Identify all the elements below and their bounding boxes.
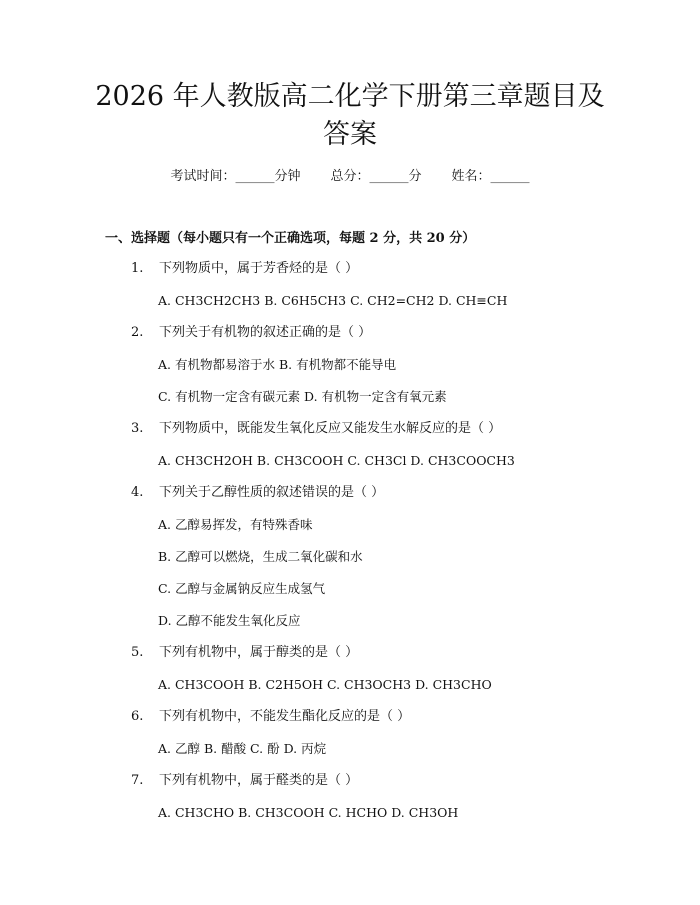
name-field: 姓名：______ xyxy=(451,169,530,184)
question-text: 下列物质中，属于芳香烃的是（ ） xyxy=(159,261,359,276)
question-number: 1. xyxy=(131,261,144,276)
question-4-option-c: C. 乙醇与金属钠反应生成氢气 xyxy=(158,581,326,596)
question-5 xyxy=(131,644,358,662)
question-1-options: A. CH3CH2CH3 B. C6H5CH3 C. CH2=CH2 D. CH≡CH xyxy=(158,293,508,308)
question-6-options: A. 乙醇 B. 醋酸 C. 酚 D. 丙烷 xyxy=(158,741,327,756)
question-number: 4. xyxy=(131,485,144,500)
question-2-options-cd: C. 有机物一定含有碳元素 D. 有机物一定含有氧元素 xyxy=(158,389,447,404)
question-1 xyxy=(131,260,358,278)
section-heading: 一、选择题（每小题只有一个正确选项，每题 2 分，共 20 分） xyxy=(105,231,476,246)
total-score-field: 总分：______分 xyxy=(330,169,422,184)
question-text: 下列关于有机物的叙述正确的是（ ） xyxy=(159,325,372,340)
question-3 xyxy=(131,420,501,438)
question-number: 2. xyxy=(131,325,144,340)
question-4-option-a: A. 乙醇易挥发，有特殊香味 xyxy=(158,517,313,532)
question-number: 6. xyxy=(131,709,144,724)
question-number: 7. xyxy=(131,773,144,788)
question-2-options-ab: A. 有机物都易溶于水 B. 有机物都不能导电 xyxy=(158,357,397,372)
question-2 xyxy=(131,324,371,342)
question-text: 下列有机物中，属于醛类的是（ ） xyxy=(159,773,359,788)
question-text: 下列有机物中，不能发生酯化反应的是（ ） xyxy=(159,709,411,724)
question-text: 下列物质中，既能发生氧化反应又能发生水解反应的是（ ） xyxy=(159,421,502,436)
question-7-options: A. CH3CHO B. CH3COOH C. HCHO D. CH3OH xyxy=(158,805,459,820)
question-6 xyxy=(131,708,410,726)
question-number: 5. xyxy=(131,645,144,660)
question-4 xyxy=(131,484,384,502)
question-4-option-d: D. 乙醇不能发生氧化反应 xyxy=(158,613,301,628)
exam-info-row xyxy=(0,168,700,186)
question-text: 下列关于乙醇性质的叙述错误的是（ ） xyxy=(159,485,385,500)
question-text: 下列有机物中，属于醇类的是（ ） xyxy=(159,645,359,660)
exam-time-field: 考试时间：______分钟 xyxy=(170,169,301,184)
question-number: 3. xyxy=(131,421,144,436)
page-title: 2026 年人教版高二化学下册第三章题目及答案 xyxy=(95,81,605,150)
question-7 xyxy=(131,772,358,790)
question-3-options: A. CH3CH2OH B. CH3COOH C. CH3Cl D. CH3COOCH3 xyxy=(158,453,515,468)
question-5-options: A. CH3COOH B. C2H5OH C. CH3OCH3 D. CH3CHO xyxy=(158,677,492,692)
question-4-option-b: B. 乙醇可以燃烧，生成二氧化碳和水 xyxy=(158,549,363,564)
